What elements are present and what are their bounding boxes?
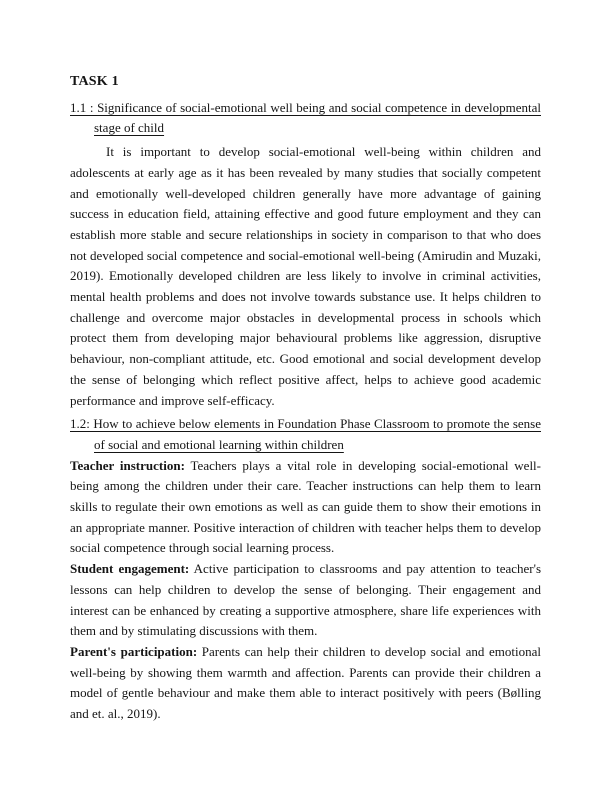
paragraph-text-student-engagement: Active participation to classrooms and pay attention to teacher's lessons can help children to develop the sense of belonging. Their engagement and interest can be enhanced by creating a supportive atmosphere, share life experiences with them and by stimulating discussions with them. — [70, 561, 542, 639]
section-heading-1-2: 1.2: How to achieve below elements in Foundation Phase Classroom to promote the sense of social and emotional learning within children — [70, 416, 541, 452]
paragraph-teacher-instruction — [70, 456, 541, 560]
task-title: TASK 1 — [70, 74, 119, 89]
body-paragraph-1-1: It is important to develop social-emotional well-being within children and adolescents at early age as it has been revealed by many studies that socially competent and emotionally well-developed children generally have more advantage of gaining success in education field, attaining effective and good future employment and they can establish more stable and secure relationships in society in comparison to that who does not developed social competence and social-emotional well-being (Amirudin and Muzaki, 2019). Emotionally developed children are less likely to involve in criminal activities, mental health problems and does not involve towards substance use. It helps children to challenge and overcome major obstacles in developmental process in schools which protect them from developing major behavioural problems like aggression, disruptive behaviour, non-compliant attitude, etc. Good emotional and social development develop the sense of belonging which reflect positive affect, helps to achieve good academic performance and improve self-efficacy. — [70, 144, 541, 408]
paragraph-lead-teacher-instruction: Teacher instruction: — [70, 457, 185, 473]
section-heading-1-1: 1.1 : Significance of social-emotional well being and social competence in developmental stage of child — [70, 99, 541, 136]
paragraph-text-parents-participation: Parents can help their children to develop social and emotional well-being by showing them warmth and affection. Parents can provide their children a model of gentle behaviour and make them able to interact positively with peers (Bølling and et. al., 2019). — [70, 643, 542, 722]
paragraph-parents-participation — [70, 642, 541, 725]
paragraph-student-engagement — [70, 559, 541, 642]
paragraph-lead-student-engagement: Student engagement: — [70, 561, 190, 577]
paragraph-lead-parents-participation: Parent's participation: — [70, 643, 198, 659]
paragraph-text-teacher-instruction: Teachers plays a vital role in developing social-emotional well-being among the children under their care. Teacher instructions can help them to learn skills to regulate their own emotions as well as can guide them to show their emotions in an appropriate manner. Positive interaction of children with teacher helps them to develop social competence through social learning process. — [70, 457, 541, 556]
